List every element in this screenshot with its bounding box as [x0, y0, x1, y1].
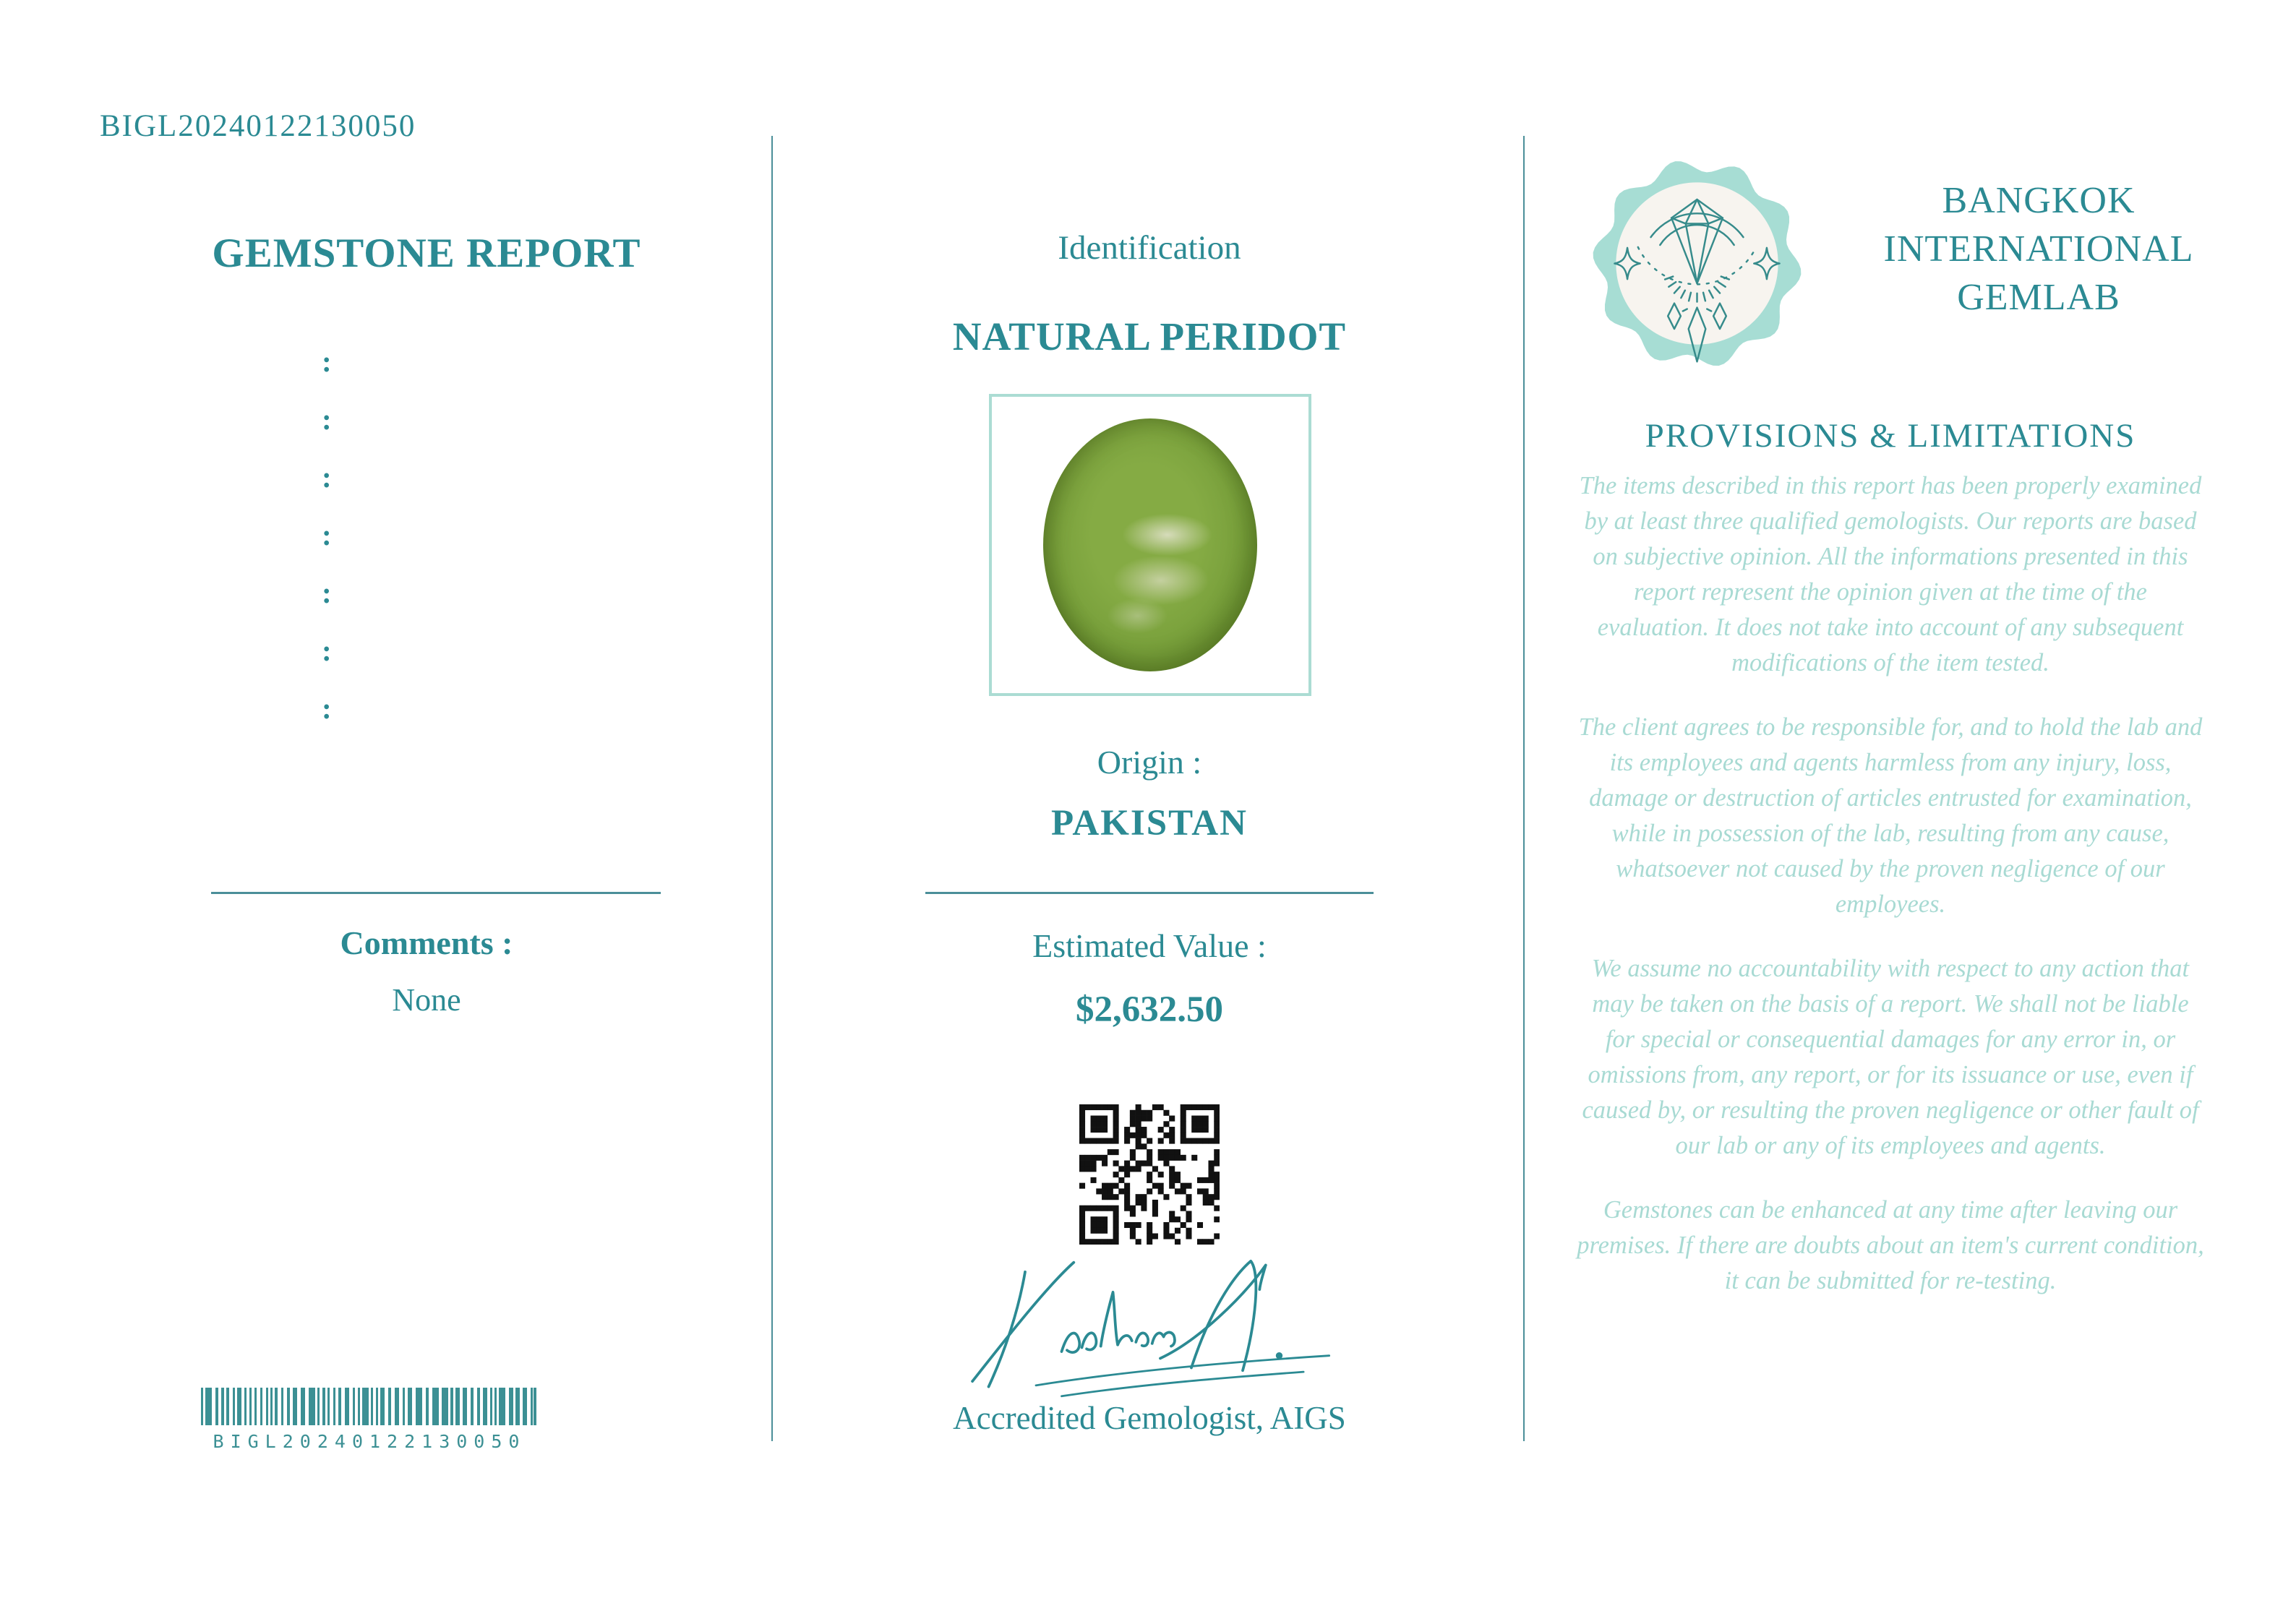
provision-paragraph-3: We assume no accountability with respect to any action that may be taken on the basis of a report. We shall not be liable for special or consequential damages for any error in, or omissions from, any report, or for its issuance or use, even if caused by, or resulting the proven negligence or other fault of our lab or any of its employees and agents.	[1582, 955, 2199, 1159]
column-divider-left	[771, 136, 773, 1441]
field-colon: :	[322, 403, 332, 436]
field-colon: :	[322, 576, 332, 609]
lab-name-line3: GEMLAB	[1957, 277, 2120, 318]
gem-photo	[1043, 418, 1257, 671]
value-divider	[925, 892, 1374, 894]
origin-value: PAKISTAN	[1051, 803, 1248, 843]
lab-name-line1: BANGKOK	[1942, 180, 2136, 221]
field-row-quantity	[101, 448, 708, 506]
comments-label: Comments :	[340, 924, 513, 961]
provision-paragraph-2: The client agrees to be responsible for, and to hold the lab and its employees and agents harmless from any injury, loss, damage or destruction of articles entrusted for examination, while in possession of the lab, resulting from any cause, whatsoever not caused by the proven negligence of our employees.	[1578, 713, 2203, 918]
barcode	[201, 1388, 538, 1452]
comments-divider	[211, 892, 661, 894]
identification-heading: Identification	[1058, 229, 1241, 267]
gem-name: NATURAL PERIDOT	[952, 314, 1347, 358]
field-colon: :	[322, 345, 332, 378]
report-fields	[101, 332, 708, 737]
field-colon: :	[322, 518, 332, 551]
lab-name	[1822, 176, 2256, 322]
field-row-date	[101, 332, 708, 390]
field-colon: :	[322, 692, 332, 725]
provisions-heading: PROVISIONS & LIMITATIONS	[1645, 417, 2136, 455]
signatory-title: Accredited Gemologist, AIGS	[953, 1400, 1346, 1436]
field-row-shape	[101, 564, 708, 622]
field-row-dimensions	[101, 679, 708, 737]
gem-photo-frame	[989, 394, 1311, 696]
field-row-weight	[101, 622, 708, 679]
field-row-color	[101, 506, 708, 564]
field-row-object	[101, 390, 708, 448]
barcode-text: BIGL20240122130050	[213, 1431, 526, 1452]
origin-label: Origin :	[1097, 744, 1202, 781]
lab-name-line2: INTERNATIONAL	[1883, 228, 2194, 270]
estimated-value-label: Estimated Value :	[1032, 927, 1267, 964]
field-colon: :	[322, 634, 332, 667]
provision-paragraph-4: Gemstones can be enhanced at any time after leaving our premises. If there are doubts about an item's current condition, it can be submitted for re-testing.	[1577, 1196, 2204, 1294]
page-title: GEMSTONE REPORT	[212, 231, 641, 276]
estimated-value: $2,632.50	[1076, 989, 1223, 1030]
field-colon: :	[322, 460, 332, 494]
qr-code-icon	[1079, 1104, 1220, 1245]
gemologist-signature	[954, 1249, 1345, 1404]
report-number: BIGL20240122130050	[100, 109, 416, 143]
provision-paragraph-1: The items described in this report has been properly examined by at least three qualified gemologists. Our reports are based on subjective opinion. All the informations presented in this report represent the opinion given at the time of the evaluation. It does not take into account of any subsequent modifications of the item tested.	[1579, 472, 2202, 676]
barcode-icon	[201, 1388, 538, 1425]
provisions-text	[1576, 468, 2205, 1328]
gemlab-logo-icon	[1583, 155, 1811, 376]
comments-value: None	[392, 982, 461, 1018]
column-divider-right	[1523, 136, 1525, 1441]
